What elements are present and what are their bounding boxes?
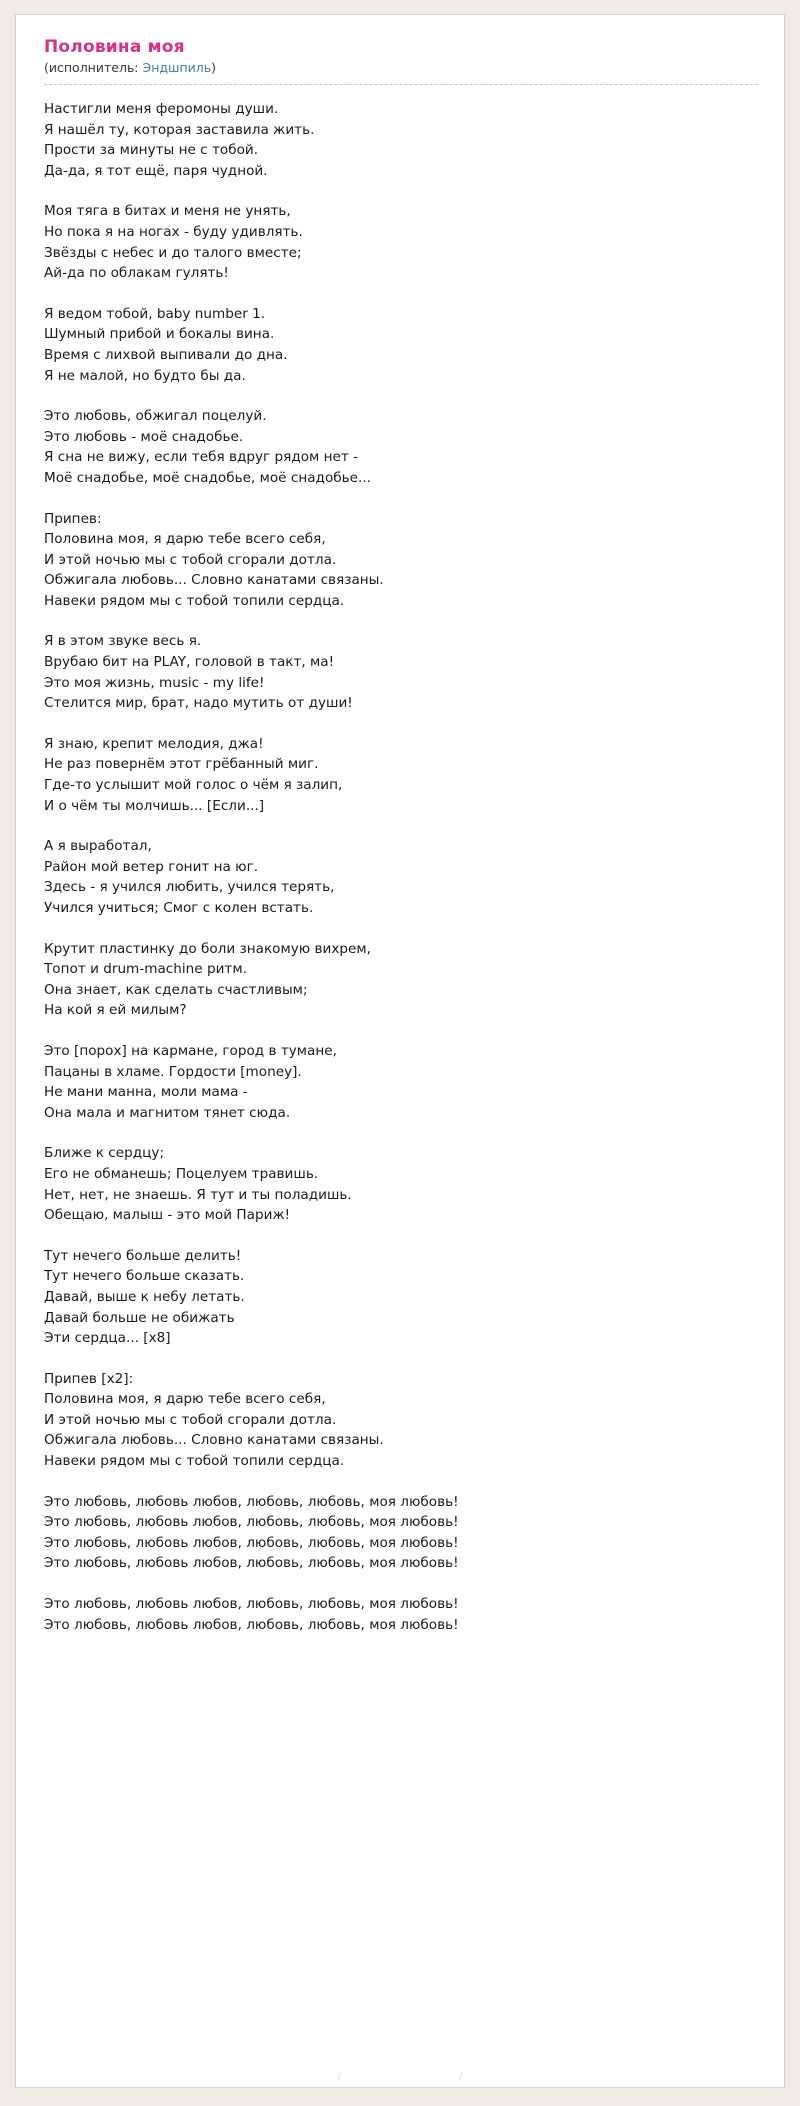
page-footer-marks [16, 2071, 784, 2081]
lyrics-line: Тут нечего больше сказать. [44, 1268, 245, 1285]
lyrics-line: Это любовь, любовь любов, любовь, любовь, моя любовь! [44, 1616, 459, 1633]
lyrics-stanza [44, 1246, 758, 1349]
lyrics-line: Я знаю, крепит мелодия, джа! [44, 735, 264, 752]
lyrics-line: Пацаны в хламе. Гордости [money]. [44, 1063, 302, 1080]
lyrics-line: Давай больше не обижать [44, 1309, 235, 1326]
lyrics-line: Где-то услышит мой голос о чём я залип, [44, 777, 343, 794]
lyrics-line: Половина моя, я дарю тебе всего себя, [44, 531, 326, 548]
lyrics-stanza [44, 1369, 758, 1472]
artist-suffix-text: ) [211, 60, 217, 75]
lyrics-line: Обещаю, малыш - это мой Париж! [44, 1207, 291, 1224]
lyrics-stanza [44, 304, 758, 386]
lyrics-line: Его не обманешь; Поцелуем травишь. [44, 1165, 319, 1182]
artist-link[interactable]: Эндшпиль [142, 60, 212, 75]
lyrics-stanza [44, 1041, 758, 1123]
lyrics-stanza [44, 406, 758, 488]
lyrics-line: И этой ночью мы с тобой сгорали дотла. [44, 551, 337, 568]
lyrics-line: Я сна не вижу, если тебя вдруг рядом нет - [44, 449, 359, 466]
lyrics-line: Район мой ветер гонит на юг. [44, 858, 259, 875]
lyrics-line: Шумный прибой и бокалы вина. [44, 326, 275, 343]
lyrics-line: Это любовь - моё снадобье. [44, 428, 244, 445]
lyrics-line: Здесь - я учился любить, учился терять, [44, 879, 335, 896]
artist-prefix-text: (исполнитель: [44, 60, 143, 75]
lyrics-line: Учился учиться; Смог с колен встать. [44, 900, 314, 916]
lyrics-line: Прости за минуты не с тобой. [44, 142, 259, 159]
lyrics-line: Я ведом тобой, baby number 1. [44, 305, 266, 322]
lyrics-line: Это моя жизнь, music - my life! [44, 674, 265, 691]
lyrics-line: Крутит пластинку до боли знакомую вихрем, [44, 940, 371, 957]
lyrics-line: Обжигала любовь... Словно канатами связаны. [44, 1432, 384, 1449]
footer-tick-right [459, 2071, 463, 2081]
lyrics-line: Время с лихвой выпивали до дна. [44, 346, 288, 363]
lyrics-line: А я выработал, [44, 838, 152, 855]
lyrics-line: Я нашёл ту, которая заставила жить. [44, 121, 315, 138]
lyrics-line: И этой ночью мы с тобой сгорали дотла. [44, 1411, 337, 1428]
lyrics-line: Эти сердца... [x8] [44, 1330, 171, 1347]
lyrics-line: Навеки рядом мы с тобой топили сердца. [44, 592, 345, 609]
lyrics-line: Она мала и магнитом тянет сюда. [44, 1104, 291, 1121]
lyrics-line: Да-да, я тот ещё, паря чудной. [44, 162, 268, 179]
header-divider [44, 84, 758, 85]
lyrics-line: Топот и drum-machine ритм. [44, 961, 247, 978]
lyrics-line: Моя тяга в битах и меня не унять, [44, 203, 291, 220]
lyrics-sheet [15, 14, 785, 2088]
lyrics-line: Это любовь, любовь любов, любовь, любовь, моя любовь! [44, 1493, 459, 1510]
lyrics-line: Моё снадобье, моё снадобье, моё снадобье... [44, 469, 371, 486]
lyrics-line: Я в этом звуке весь я. [44, 633, 202, 650]
lyrics-line: Припев: [44, 510, 102, 527]
lyrics-line: Стелится мир, брат, надо мутить от души! [44, 695, 353, 712]
lyrics-stanza [44, 836, 758, 918]
artist-line [44, 60, 758, 75]
lyrics-line: Тут нечего больше делить! [44, 1247, 242, 1264]
lyrics-stanza [44, 1594, 758, 1635]
footer-tick-left [338, 2071, 342, 2081]
lyrics-line: Половина моя, я дарю тебе всего себя, [44, 1391, 326, 1408]
lyrics-line: Это любовь, любовь любов, любовь, любовь, моя любовь! [44, 1555, 459, 1572]
lyrics-body [44, 99, 758, 1635]
lyrics-line: Нет, нет, не знаешь. Я тут и ты поладишь. [44, 1186, 352, 1203]
lyrics-line: Обжигала любовь... Словно канатами связаны. [44, 572, 384, 589]
lyrics-line: Звёзды с небес и до талого вместе; [44, 244, 302, 261]
page-title: Половина моя [44, 37, 185, 57]
lyrics-stanza [44, 1492, 758, 1574]
lyrics-stanza [44, 631, 758, 713]
lyrics-line: Это любовь, любовь любов, любовь, любовь, моя любовь! [44, 1596, 459, 1613]
lyrics-stanza [44, 99, 758, 181]
lyrics-line: Ближе к сердцу; [44, 1145, 165, 1162]
lyrics-line: Навеки рядом мы с тобой топили сердца. [44, 1453, 345, 1470]
lyrics-stanza [44, 1143, 758, 1225]
lyrics-stanza [44, 201, 758, 283]
lyrics-stanza [44, 734, 758, 816]
lyrics-stanza [44, 509, 758, 612]
lyrics-line: Настигли меня феромоны души. [44, 101, 279, 117]
lyrics-line: Я не малой, но будто бы да. [44, 367, 246, 384]
lyrics-line: Давай, выше к небу летать. [44, 1288, 245, 1305]
lyrics-line: Ай-да по облакам гулять! [44, 265, 229, 282]
lyrics-line: На кой я ей милым? [44, 1002, 187, 1019]
lyrics-stanza [44, 939, 758, 1021]
lyrics-line: И о чём ты молчишь... [Если...] [44, 797, 265, 814]
lyrics-line: Это любовь, любовь любов, любовь, любовь, моя любовь! [44, 1534, 459, 1551]
lyrics-line: Это [порох] на кармане, город в тумане, [44, 1042, 337, 1059]
lyrics-line: Не раз повернём этот грёбанный миг. [44, 756, 319, 773]
lyrics-line: Врубаю бит на PLAY, головой в такт, ма! [44, 654, 335, 671]
lyrics-line: Не мани манна, моли мама - [44, 1084, 248, 1101]
lyrics-line: Но пока я на ногах - буду удивлять. [44, 223, 303, 240]
lyrics-line: Это любовь, любовь любов, любовь, любовь, моя любовь! [44, 1514, 459, 1531]
lyrics-line: Это любовь, обжигал поцелуй. [44, 408, 267, 425]
lyrics-line: Припев [x2]: [44, 1370, 134, 1387]
lyrics-line: Она знает, как сделать счастливым; [44, 981, 308, 998]
